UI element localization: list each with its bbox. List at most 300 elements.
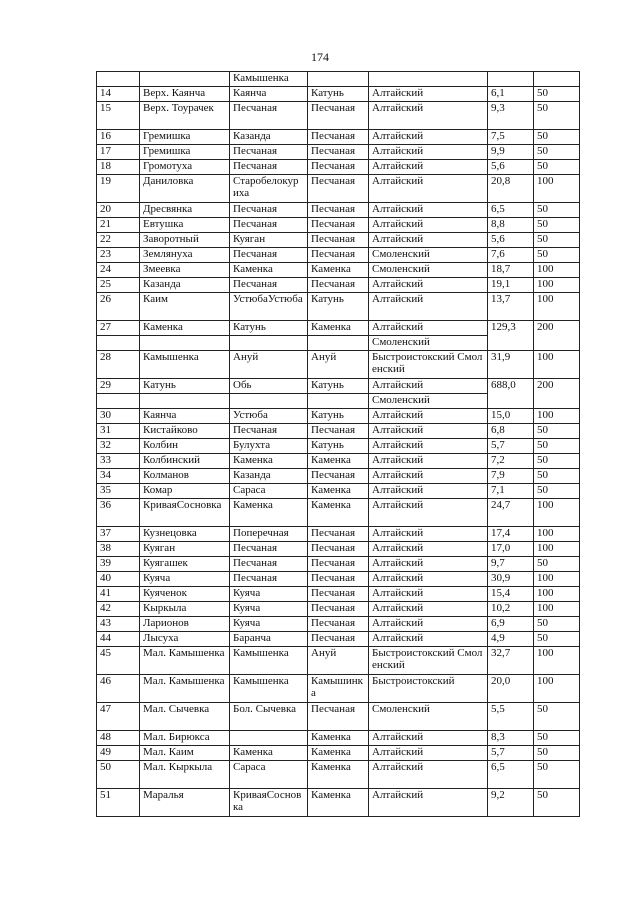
distance-cell: 50 bbox=[534, 424, 580, 439]
area-cell: 30,9 bbox=[488, 572, 534, 587]
row-number-cell: 40 bbox=[97, 572, 140, 587]
table-row bbox=[97, 218, 580, 233]
river-cell: Баранча bbox=[230, 632, 308, 647]
name-cell: Катунь bbox=[140, 379, 230, 394]
area-cell: 5,7 bbox=[488, 439, 534, 454]
river-cell: Обь bbox=[230, 379, 308, 394]
region-cell bbox=[369, 72, 488, 87]
table-row bbox=[97, 72, 580, 87]
area-cell: 9,7 bbox=[488, 557, 534, 572]
name-cell: Евтушка bbox=[140, 218, 230, 233]
table-row bbox=[97, 439, 580, 454]
region-cell: Алтайский bbox=[369, 632, 488, 647]
row-number-cell: 38 bbox=[97, 542, 140, 557]
basin-cell: Камышинка bbox=[308, 675, 369, 703]
table-row bbox=[97, 248, 580, 263]
row-number-cell: 31 bbox=[97, 424, 140, 439]
distance-cell: 50 bbox=[534, 218, 580, 233]
region-cell: Алтайский bbox=[369, 572, 488, 587]
row-number-cell: 47 bbox=[97, 703, 140, 731]
basin-cell: Песчаная bbox=[308, 557, 369, 572]
distance-cell: 50 bbox=[534, 703, 580, 731]
row-number-cell: 18 bbox=[97, 160, 140, 175]
area-cell bbox=[488, 72, 534, 87]
region-cell: Алтайский bbox=[369, 484, 488, 499]
basin-cell: Ануй bbox=[308, 647, 369, 675]
table-row bbox=[97, 160, 580, 175]
page-number: 174 bbox=[311, 50, 329, 64]
name-cell: Мал. Каим bbox=[140, 746, 230, 761]
table-row bbox=[97, 484, 580, 499]
basin-cell: Песчаная bbox=[308, 278, 369, 293]
name-cell: Маралья bbox=[140, 789, 230, 817]
name-cell: Камышенка bbox=[140, 351, 230, 379]
distance-cell bbox=[534, 72, 580, 87]
name-cell: Ларионов bbox=[140, 617, 230, 632]
region-cell: Смоленский bbox=[369, 703, 488, 731]
row-number-cell: 24 bbox=[97, 263, 140, 278]
region-cell: Алтайский bbox=[369, 233, 488, 248]
table-row bbox=[97, 233, 580, 248]
area-cell: 15,0 bbox=[488, 409, 534, 424]
area-cell: 15,4 bbox=[488, 587, 534, 602]
name-cell: Дресвянка bbox=[140, 203, 230, 218]
region-cell: Смоленский bbox=[369, 336, 488, 351]
distance-cell: 100 bbox=[534, 409, 580, 424]
area-cell: 7,6 bbox=[488, 248, 534, 263]
river-cell: Камышенка bbox=[230, 675, 308, 703]
table-row bbox=[97, 703, 580, 731]
area-cell: 5,5 bbox=[488, 703, 534, 731]
basin-cell: Песчаная bbox=[308, 572, 369, 587]
row-number-cell: 33 bbox=[97, 454, 140, 469]
river-cell: Булухта bbox=[230, 439, 308, 454]
name-cell: Мал. Кыркыла bbox=[140, 761, 230, 789]
distance-cell: 50 bbox=[534, 439, 580, 454]
distance-cell: 100 bbox=[534, 572, 580, 587]
basin-cell: Катунь bbox=[308, 409, 369, 424]
area-cell: 129,3 bbox=[488, 321, 534, 351]
area-cell: 7,9 bbox=[488, 469, 534, 484]
name-cell: Колбинский bbox=[140, 454, 230, 469]
river-cell: Камышенка bbox=[230, 647, 308, 675]
row-number-cell: 25 bbox=[97, 278, 140, 293]
empty-cell bbox=[308, 394, 369, 409]
table-row bbox=[97, 572, 580, 587]
empty-cell bbox=[230, 394, 308, 409]
river-cell: Каянча bbox=[230, 87, 308, 102]
distance-cell: 100 bbox=[534, 293, 580, 321]
name-cell: Каим bbox=[140, 293, 230, 321]
row-number-cell: 34 bbox=[97, 469, 140, 484]
river-cell: Устюба bbox=[230, 409, 308, 424]
table-row bbox=[97, 731, 580, 746]
river-cell: Песчаная bbox=[230, 542, 308, 557]
area-cell: 18,7 bbox=[488, 263, 534, 278]
area-cell: 17,0 bbox=[488, 542, 534, 557]
basin-cell: Песчаная bbox=[308, 145, 369, 160]
name-cell: Заворотный bbox=[140, 233, 230, 248]
area-cell: 4,9 bbox=[488, 632, 534, 647]
row-number-cell: 43 bbox=[97, 617, 140, 632]
table-row bbox=[97, 87, 580, 102]
basin-cell: Песчаная bbox=[308, 703, 369, 731]
river-cell: Каменка bbox=[230, 454, 308, 469]
table-row bbox=[97, 632, 580, 647]
name-cell: Куяченок bbox=[140, 587, 230, 602]
basin-cell: Каменка bbox=[308, 789, 369, 817]
row-number-cell: 45 bbox=[97, 647, 140, 675]
basin-cell: Песчаная bbox=[308, 424, 369, 439]
region-cell: Смоленский bbox=[369, 263, 488, 278]
river-cell: Песчаная bbox=[230, 203, 308, 218]
river-cell: Сараса bbox=[230, 484, 308, 499]
area-cell: 20,8 bbox=[488, 175, 534, 203]
area-cell: 6,5 bbox=[488, 203, 534, 218]
table-row bbox=[97, 789, 580, 817]
area-cell: 13,7 bbox=[488, 293, 534, 321]
empty-cell bbox=[97, 336, 140, 351]
region-cell: Алтайский bbox=[369, 761, 488, 789]
name-cell: Казанда bbox=[140, 278, 230, 293]
row-number-cell: 50 bbox=[97, 761, 140, 789]
basin-cell: Каменка bbox=[308, 731, 369, 746]
table-row bbox=[97, 746, 580, 761]
row-number-cell: 19 bbox=[97, 175, 140, 203]
basin-cell: Каменка bbox=[308, 746, 369, 761]
table-row bbox=[97, 647, 580, 675]
distance-cell: 50 bbox=[534, 469, 580, 484]
river-cell: КриваяСосновка bbox=[230, 789, 308, 817]
river-cell: Песчаная bbox=[230, 557, 308, 572]
region-cell: Смоленский bbox=[369, 394, 488, 409]
empty-cell bbox=[230, 336, 308, 351]
area-cell: 7,5 bbox=[488, 130, 534, 145]
river-cell: Куяган bbox=[230, 233, 308, 248]
row-number-cell: 42 bbox=[97, 602, 140, 617]
river-cell: УстюбаУстюба bbox=[230, 293, 308, 321]
table-row bbox=[97, 761, 580, 789]
region-cell: Алтайский bbox=[369, 424, 488, 439]
area-cell: 5,7 bbox=[488, 746, 534, 761]
distance-cell: 50 bbox=[534, 789, 580, 817]
region-cell: Алтайский bbox=[369, 160, 488, 175]
distance-cell: 50 bbox=[534, 746, 580, 761]
row-number-cell: 14 bbox=[97, 87, 140, 102]
table-row bbox=[97, 527, 580, 542]
name-cell: КриваяСосновка bbox=[140, 499, 230, 527]
region-cell: Алтайский bbox=[369, 102, 488, 130]
river-cell: Песчаная bbox=[230, 145, 308, 160]
table-row bbox=[97, 469, 580, 484]
name-cell: Кистайково bbox=[140, 424, 230, 439]
river-cell: Старобелокуриха bbox=[230, 175, 308, 203]
distance-cell: 50 bbox=[534, 130, 580, 145]
region-cell: Алтайский bbox=[369, 789, 488, 817]
region-cell: Алтайский bbox=[369, 145, 488, 160]
area-cell: 6,8 bbox=[488, 424, 534, 439]
river-cell: Куяча bbox=[230, 602, 308, 617]
river-cell: Песчаная bbox=[230, 160, 308, 175]
distance-cell: 50 bbox=[534, 87, 580, 102]
empty-cell bbox=[308, 336, 369, 351]
name-cell bbox=[140, 72, 230, 87]
area-cell: 5,6 bbox=[488, 233, 534, 248]
table-row bbox=[97, 675, 580, 703]
region-cell: Алтайский bbox=[369, 87, 488, 102]
distance-cell: 50 bbox=[534, 145, 580, 160]
river-cell: Куяча bbox=[230, 617, 308, 632]
region-cell: Алтайский bbox=[369, 469, 488, 484]
river-cell: Каменка bbox=[230, 499, 308, 527]
river-cell: Песчаная bbox=[230, 278, 308, 293]
name-cell: Лысуха bbox=[140, 632, 230, 647]
table-row bbox=[97, 278, 580, 293]
distance-cell: 50 bbox=[534, 160, 580, 175]
river-cell: Песчаная bbox=[230, 102, 308, 130]
river-cell: Бол. Сычевка bbox=[230, 703, 308, 731]
area-cell: 6,5 bbox=[488, 761, 534, 789]
empty-cell bbox=[97, 394, 140, 409]
area-cell: 10,2 bbox=[488, 602, 534, 617]
area-cell: 19,1 bbox=[488, 278, 534, 293]
river-cell: Казанда bbox=[230, 130, 308, 145]
empty-cell bbox=[140, 394, 230, 409]
row-number-cell: 29 bbox=[97, 379, 140, 394]
region-cell: Алтайский bbox=[369, 379, 488, 394]
distance-cell: 100 bbox=[534, 263, 580, 278]
region-cell: Алтайский bbox=[369, 602, 488, 617]
name-cell: Каянча bbox=[140, 409, 230, 424]
distance-cell: 100 bbox=[534, 542, 580, 557]
area-cell: 31,9 bbox=[488, 351, 534, 379]
basin-cell: Каменка bbox=[308, 761, 369, 789]
basin-cell: Песчаная bbox=[308, 130, 369, 145]
region-cell: Алтайский bbox=[369, 557, 488, 572]
distance-cell: 50 bbox=[534, 557, 580, 572]
area-cell: 24,7 bbox=[488, 499, 534, 527]
basin-cell: Песчаная bbox=[308, 602, 369, 617]
river-cell: Поперечная bbox=[230, 527, 308, 542]
distance-cell: 100 bbox=[534, 351, 580, 379]
basin-cell: Песчаная bbox=[308, 617, 369, 632]
name-cell: Мал. Бирюкса bbox=[140, 731, 230, 746]
rivers-table bbox=[96, 71, 580, 817]
name-cell: Мал. Камышенка bbox=[140, 675, 230, 703]
river-cell: Каменка bbox=[230, 263, 308, 278]
region-cell: Алтайский bbox=[369, 587, 488, 602]
row-number-cell: 49 bbox=[97, 746, 140, 761]
name-cell: Колбин bbox=[140, 439, 230, 454]
distance-cell: 200 bbox=[534, 379, 580, 409]
area-cell: 6,1 bbox=[488, 87, 534, 102]
area-cell: 5,6 bbox=[488, 160, 534, 175]
region-cell: Алтайский bbox=[369, 321, 488, 336]
area-cell: 7,2 bbox=[488, 454, 534, 469]
basin-cell: Песчаная bbox=[308, 527, 369, 542]
table-row bbox=[97, 203, 580, 218]
basin-cell: Каменка bbox=[308, 484, 369, 499]
name-cell: Землянуха bbox=[140, 248, 230, 263]
table-row bbox=[97, 409, 580, 424]
table-row bbox=[97, 293, 580, 321]
distance-cell: 50 bbox=[534, 233, 580, 248]
row-number-cell: 48 bbox=[97, 731, 140, 746]
basin-cell: Каменка bbox=[308, 321, 369, 336]
region-cell: Алтайский bbox=[369, 409, 488, 424]
basin-cell: Песчаная bbox=[308, 542, 369, 557]
area-cell: 8,3 bbox=[488, 731, 534, 746]
region-cell: Алтайский bbox=[369, 439, 488, 454]
row-number-cell: 23 bbox=[97, 248, 140, 263]
name-cell: Гремишка bbox=[140, 130, 230, 145]
row-number-cell: 39 bbox=[97, 557, 140, 572]
region-cell: Смоленский bbox=[369, 248, 488, 263]
row-number-cell: 30 bbox=[97, 409, 140, 424]
row-number-cell: 27 bbox=[97, 321, 140, 336]
region-cell: Алтайский bbox=[369, 499, 488, 527]
name-cell: Кыркыла bbox=[140, 602, 230, 617]
river-cell: Сараса bbox=[230, 761, 308, 789]
row-number-cell: 41 bbox=[97, 587, 140, 602]
basin-cell: Песчаная bbox=[308, 233, 369, 248]
basin-cell: Песчаная bbox=[308, 248, 369, 263]
region-cell: Алтайский bbox=[369, 617, 488, 632]
basin-cell: Песчаная bbox=[308, 469, 369, 484]
name-cell: Громотуха bbox=[140, 160, 230, 175]
row-number-cell: 44 bbox=[97, 632, 140, 647]
table-row bbox=[97, 557, 580, 572]
distance-cell: 50 bbox=[534, 203, 580, 218]
table-row bbox=[97, 145, 580, 160]
distance-cell: 100 bbox=[534, 175, 580, 203]
area-cell: 6,9 bbox=[488, 617, 534, 632]
region-cell: Алтайский bbox=[369, 203, 488, 218]
area-cell: 9,2 bbox=[488, 789, 534, 817]
table-body bbox=[97, 72, 580, 817]
region-cell: Быстроистокский Смоленский bbox=[369, 351, 488, 379]
table-row bbox=[97, 454, 580, 469]
region-cell: Алтайский bbox=[369, 175, 488, 203]
distance-cell: 50 bbox=[534, 761, 580, 789]
basin-cell: Катунь bbox=[308, 439, 369, 454]
region-cell: Алтайский bbox=[369, 278, 488, 293]
row-number-cell: 17 bbox=[97, 145, 140, 160]
distance-cell: 100 bbox=[534, 499, 580, 527]
region-cell: Алтайский bbox=[369, 731, 488, 746]
basin-cell: Катунь bbox=[308, 379, 369, 394]
table-row bbox=[97, 263, 580, 278]
name-cell: Колманов bbox=[140, 469, 230, 484]
region-cell: Алтайский bbox=[369, 542, 488, 557]
basin-cell: Песчаная bbox=[308, 160, 369, 175]
basin-cell: Каменка bbox=[308, 454, 369, 469]
row-number-cell: 20 bbox=[97, 203, 140, 218]
distance-cell: 50 bbox=[534, 484, 580, 499]
river-cell: Каменка bbox=[230, 746, 308, 761]
row-number-cell: 22 bbox=[97, 233, 140, 248]
region-cell: Алтайский bbox=[369, 746, 488, 761]
basin-cell: Катунь bbox=[308, 293, 369, 321]
name-cell: Мал. Камышенка bbox=[140, 647, 230, 675]
row-number-cell: 21 bbox=[97, 218, 140, 233]
name-cell: Верх. Тоурачек bbox=[140, 102, 230, 130]
basin-cell: Песчаная bbox=[308, 632, 369, 647]
region-cell: Алтайский bbox=[369, 218, 488, 233]
name-cell: Куяча bbox=[140, 572, 230, 587]
area-cell: 8,8 bbox=[488, 218, 534, 233]
distance-cell: 50 bbox=[534, 102, 580, 130]
river-cell: Ануй bbox=[230, 351, 308, 379]
table-row bbox=[97, 602, 580, 617]
name-cell: Мал. Сычевка bbox=[140, 703, 230, 731]
distance-cell: 100 bbox=[534, 587, 580, 602]
row-number-cell: 37 bbox=[97, 527, 140, 542]
region-cell: Алтайский bbox=[369, 130, 488, 145]
distance-cell: 100 bbox=[534, 527, 580, 542]
table-row bbox=[97, 379, 580, 394]
distance-cell: 200 bbox=[534, 321, 580, 351]
river-cell: Катунь bbox=[230, 321, 308, 336]
area-cell: 7,1 bbox=[488, 484, 534, 499]
row-number-cell: 36 bbox=[97, 499, 140, 527]
basin-cell: Ануй bbox=[308, 351, 369, 379]
empty-cell bbox=[140, 336, 230, 351]
name-cell: Куяган bbox=[140, 542, 230, 557]
name-cell: Даниловка bbox=[140, 175, 230, 203]
basin-cell: Каменка bbox=[308, 499, 369, 527]
region-cell: Алтайский bbox=[369, 454, 488, 469]
distance-cell: 100 bbox=[534, 602, 580, 617]
distance-cell: 50 bbox=[534, 632, 580, 647]
river-cell: Песчаная bbox=[230, 218, 308, 233]
basin-cell: Каменка bbox=[308, 263, 369, 278]
table-row bbox=[97, 175, 580, 203]
river-cell: Песчаная bbox=[230, 424, 308, 439]
river-cell bbox=[230, 731, 308, 746]
row-number-cell: 32 bbox=[97, 439, 140, 454]
distance-cell: 50 bbox=[534, 454, 580, 469]
basin-cell: Песчаная bbox=[308, 218, 369, 233]
river-cell: Камышенка bbox=[230, 72, 308, 87]
distance-cell: 50 bbox=[534, 617, 580, 632]
row-number-cell: 28 bbox=[97, 351, 140, 379]
name-cell: Куягашек bbox=[140, 557, 230, 572]
region-cell: Быстроистокский Смоленский bbox=[369, 647, 488, 675]
row-number-cell: 46 bbox=[97, 675, 140, 703]
row-number-cell: 15 bbox=[97, 102, 140, 130]
area-cell: 9,9 bbox=[488, 145, 534, 160]
table-row bbox=[97, 542, 580, 557]
basin-cell: Катунь bbox=[308, 87, 369, 102]
table-row bbox=[97, 321, 580, 336]
row-number-cell bbox=[97, 72, 140, 87]
region-cell: Алтайский bbox=[369, 293, 488, 321]
distance-cell: 100 bbox=[534, 675, 580, 703]
name-cell: Гремишка bbox=[140, 145, 230, 160]
name-cell: Комар bbox=[140, 484, 230, 499]
region-cell: Быстроистокский bbox=[369, 675, 488, 703]
area-cell: 20,0 bbox=[488, 675, 534, 703]
table-row bbox=[97, 102, 580, 130]
name-cell: Кузнецовка bbox=[140, 527, 230, 542]
area-cell: 17,4 bbox=[488, 527, 534, 542]
table-row bbox=[97, 130, 580, 145]
basin-cell: Песчаная bbox=[308, 203, 369, 218]
river-cell: Казанда bbox=[230, 469, 308, 484]
distance-cell: 50 bbox=[534, 248, 580, 263]
distance-cell: 100 bbox=[534, 278, 580, 293]
